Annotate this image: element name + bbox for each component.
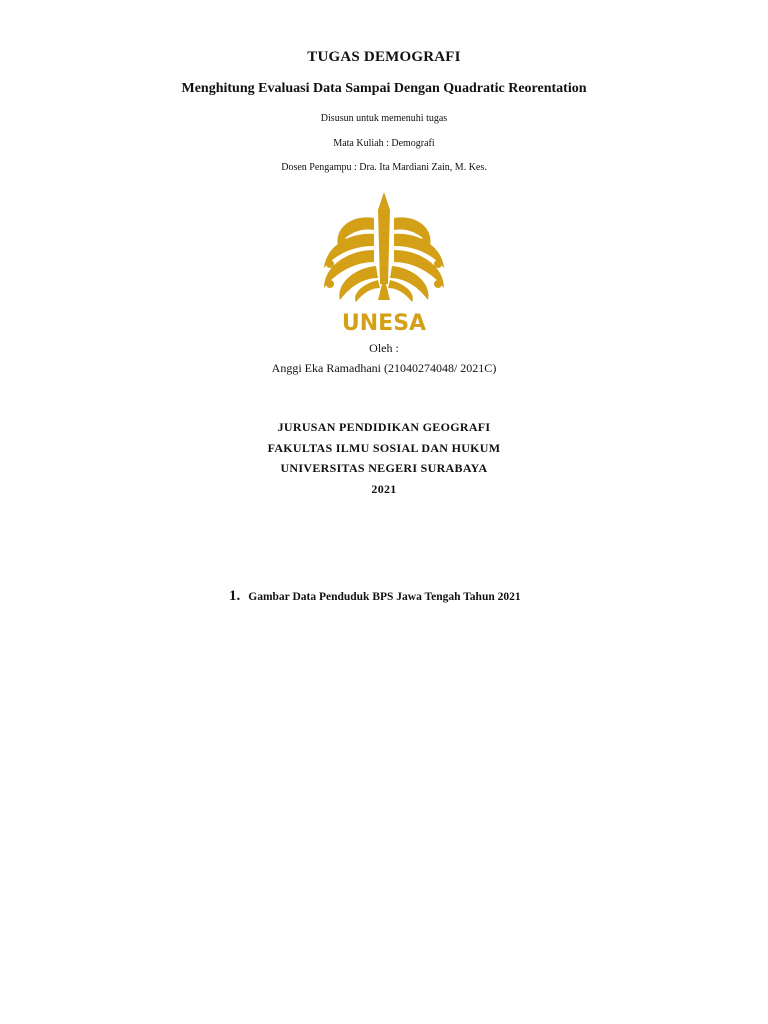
document-title: TUGAS DEMOGRAFI (307, 49, 461, 65)
document-subtitle: Menghitung Evaluasi Data Sampai Dengan Quadratic Reorentation (181, 81, 587, 96)
course-text: Mata Kuliah : Demografi (333, 138, 435, 149)
lecturer-text: Dosen Pengampu : Dra. Ita Mardiani Zain, M. Kes. (281, 162, 487, 173)
document-year: 2021 (371, 482, 397, 496)
section-number: 1. (229, 588, 241, 604)
faculty-name: FAKULTAS ILMU SOSIAL DAN HUKUM (267, 441, 501, 455)
department-name: JURUSAN PENDIDIKAN GEOGRAFI (277, 420, 491, 434)
university-name: UNIVERSITAS NEGERI SURABAYA (280, 461, 488, 475)
unesa-logo (312, 188, 456, 338)
unesa-logo-text: UNESA (341, 311, 427, 336)
author-label: Oleh : (369, 341, 399, 355)
unesa-logo-graphic (312, 188, 456, 338)
author-name: Anggi Eka Ramadhani (21040274048/ 2021C) (271, 361, 497, 375)
section-title: Gambar Data Penduduk BPS Jawa Tengah Tahun 2021 (248, 591, 521, 603)
prepared-for-text: Disusun untuk memenuhi tugas (320, 113, 448, 124)
section-heading (229, 587, 521, 605)
